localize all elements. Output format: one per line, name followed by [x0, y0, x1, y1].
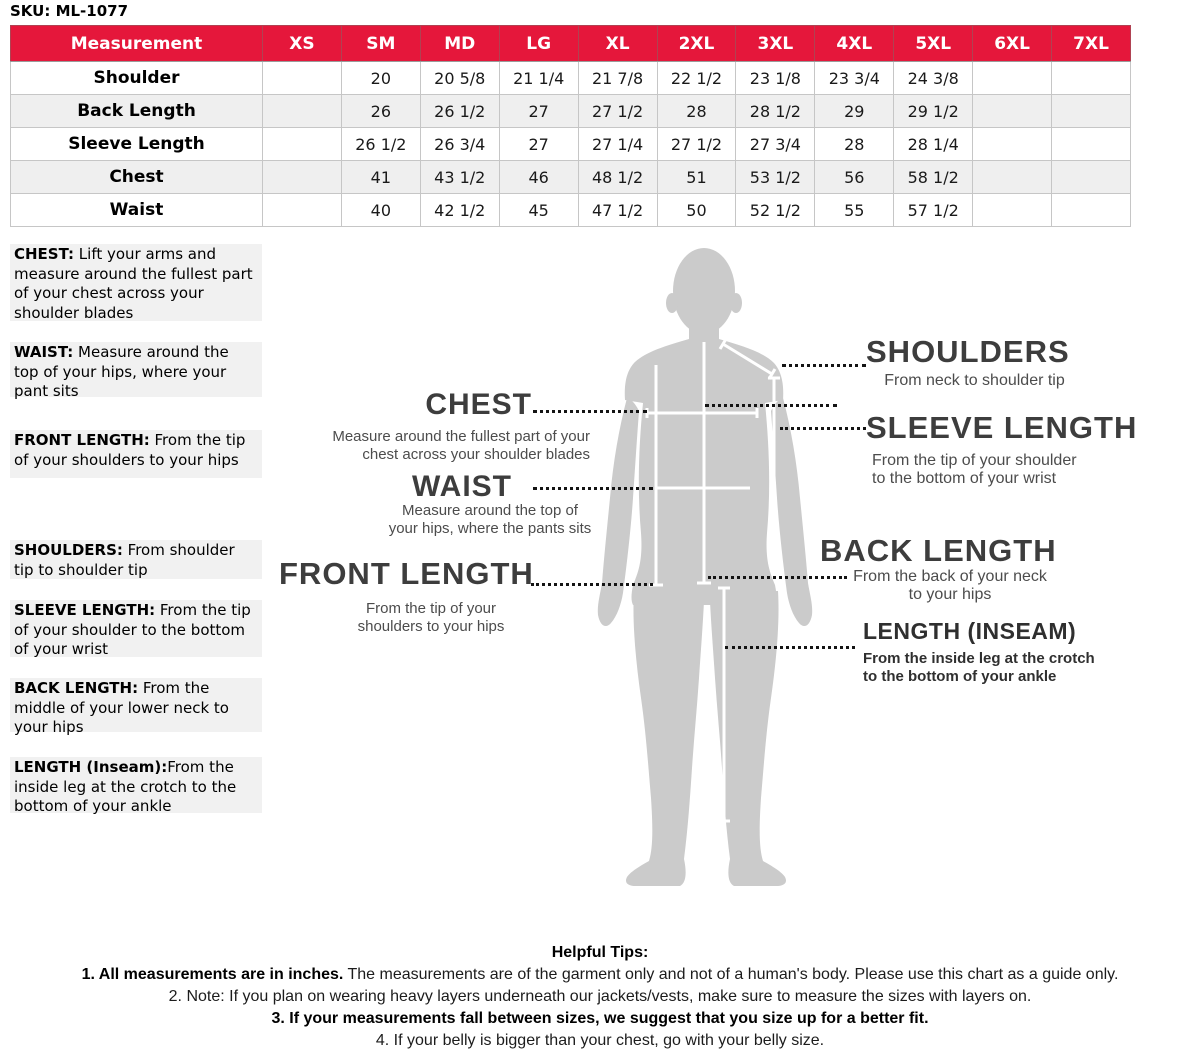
tip-2 [0, 986, 1200, 1008]
tip-text: The measurements are of the garment only and not of a human's body. Please use this chart as a guide only. [343, 966, 1119, 983]
sleeve-length-label: SLEEVE LENGTH [866, 410, 1138, 445]
definition-sleeve-length [10, 600, 262, 657]
size-value-cell: 29 [815, 95, 894, 128]
size-value-cell: 28 1/4 [894, 128, 973, 161]
size-value-cell [263, 161, 342, 194]
size-value-cell: 45 [499, 194, 578, 227]
size-value-cell: 56 [815, 161, 894, 194]
column-header-5xl: 5XL [894, 26, 973, 62]
size-value-cell: 57 1/2 [894, 194, 973, 227]
size-value-cell: 48 1/2 [578, 161, 657, 194]
front-length-caption [331, 600, 531, 636]
size-value-cell: 55 [815, 194, 894, 227]
body-silhouette-figure [553, 243, 853, 888]
size-value-cell: 52 1/2 [736, 194, 815, 227]
definition-term: FRONT LENGTH: [14, 431, 150, 449]
size-table-header-row [11, 26, 1131, 62]
back-length-caption [845, 568, 1055, 604]
size-value-cell: 27 1/2 [578, 95, 657, 128]
sku-label: SKU: ML-1077 [10, 2, 129, 20]
back-length-label: BACK LENGTH [820, 533, 1057, 568]
table-row-shoulder [11, 62, 1131, 95]
caption-line: From the tip of your shoulder [872, 452, 1077, 469]
row-label: Chest [11, 161, 263, 194]
length-inseam-label: LENGTH (INSEAM) [863, 618, 1077, 644]
column-header-xl: XL [578, 26, 657, 62]
helpful-tips [0, 942, 1200, 1052]
row-label: Sleeve Length [11, 128, 263, 161]
size-value-cell: 24 3/8 [894, 62, 973, 95]
column-header-sm: SM [341, 26, 420, 62]
definition-text: From the middle of your lower neck to your hips [14, 679, 229, 736]
caption-line: to your hips [908, 586, 992, 603]
definition-term: BACK LENGTH: [14, 679, 139, 697]
row-label: Back Length [11, 95, 263, 128]
size-value-cell: 50 [657, 194, 736, 227]
size-value-cell: 27 1/4 [578, 128, 657, 161]
definition-term: SLEEVE LENGTH: [14, 601, 156, 619]
tip-bold: 1. All measurements are in inches. [81, 966, 344, 983]
caption-line: From neck to shoulder tip [884, 372, 1065, 389]
table-row-back-length [11, 95, 1131, 128]
definition-text: From the tip of your shoulders to your hips [14, 431, 246, 469]
size-value-cell: 58 1/2 [894, 161, 973, 194]
size-value-cell: 27 [499, 95, 578, 128]
size-value-cell: 42 1/2 [420, 194, 499, 227]
size-value-cell: 28 [657, 95, 736, 128]
size-chart-table [10, 25, 1131, 227]
row-label: Waist [11, 194, 263, 227]
caption-line: chest across your shoulder blades [362, 446, 590, 463]
size-value-cell [1052, 62, 1131, 95]
tip-4 [0, 1030, 1200, 1052]
caption-line: Measure around the fullest part of your [332, 428, 590, 445]
caption-line: From the back of your neck [853, 568, 1047, 585]
size-value-cell [1052, 161, 1131, 194]
size-value-cell [263, 95, 342, 128]
definition-back-length [10, 678, 262, 736]
column-header-md: MD [420, 26, 499, 62]
column-header-lg: LG [499, 26, 578, 62]
size-value-cell: 41 [341, 161, 420, 194]
column-header-measurement: Measurement [11, 26, 263, 62]
column-header-3xl: 3XL [736, 26, 815, 62]
chest-caption [300, 428, 590, 464]
table-row-sleeve-length [11, 128, 1131, 161]
size-value-cell [263, 194, 342, 227]
row-label: Shoulder [11, 62, 263, 95]
size-value-cell: 28 [815, 128, 894, 161]
size-value-cell: 26 1/2 [341, 128, 420, 161]
definition-front-length [10, 430, 262, 478]
definition-text: Lift your arms and measure around the fullest part of your chest across your shoulder blades [14, 245, 253, 322]
definition-chest [10, 244, 262, 321]
front-length-leader-line [531, 583, 653, 586]
tip-bold: 3. If your measurements fall between sizes, we suggest that you size up for a better fit. [271, 1010, 929, 1027]
tip-text: 2. Note: If you plan on wearing heavy layers underneath our jackets/vests, make sure to measure the sizes with layers on. [168, 988, 1032, 1005]
sleeve-length-leader-line [780, 427, 866, 430]
size-value-cell: 26 1/2 [420, 95, 499, 128]
definition-term: SHOULDERS: [14, 541, 123, 559]
table-row-chest [11, 161, 1131, 194]
definition-text: From the inside leg at the crotch to the bottom of your ankle [14, 758, 237, 815]
waist-label: WAIST [412, 470, 512, 503]
tips-title: Helpful Tips: [551, 944, 649, 961]
caption-line: your hips, where the pants sits [388, 520, 592, 537]
waist-leader-line [533, 487, 653, 490]
size-value-cell [263, 128, 342, 161]
shoulders-label: SHOULDERS [866, 334, 1070, 369]
size-table-body [11, 62, 1131, 227]
inseam-leader-line [725, 646, 855, 649]
definition-term: LENGTH (Inseam): [14, 758, 168, 776]
caption-line: to the bottom of your wrist [872, 470, 1057, 487]
shoulders-caption [872, 372, 1077, 390]
definition-length-inseam [10, 757, 262, 813]
size-value-cell [973, 95, 1052, 128]
size-value-cell: 29 1/2 [894, 95, 973, 128]
size-value-cell: 53 1/2 [736, 161, 815, 194]
size-value-cell [263, 62, 342, 95]
length-inseam-caption [863, 650, 1095, 685]
definition-text: From shoulder tip to shoulder tip [14, 541, 235, 579]
size-value-cell: 21 1/4 [499, 62, 578, 95]
size-value-cell: 26 [341, 95, 420, 128]
back-length-leader-line [708, 576, 847, 579]
size-value-cell [973, 62, 1052, 95]
front-length-label: FRONT LENGTH [279, 556, 534, 591]
size-value-cell: 40 [341, 194, 420, 227]
definition-term: WAIST: [14, 343, 74, 361]
size-value-cell: 27 1/2 [657, 128, 736, 161]
size-value-cell: 28 1/2 [736, 95, 815, 128]
tip-1 [0, 964, 1200, 986]
table-row-waist [11, 194, 1131, 227]
caption-line: shoulders to your hips [357, 618, 505, 635]
size-value-cell: 21 7/8 [578, 62, 657, 95]
size-value-cell: 51 [657, 161, 736, 194]
size-value-cell: 27 [499, 128, 578, 161]
size-value-cell: 47 1/2 [578, 194, 657, 227]
size-value-cell [973, 161, 1052, 194]
size-value-cell [973, 128, 1052, 161]
waist-caption [345, 502, 635, 538]
column-header-xs: XS [263, 26, 342, 62]
chest-back-leader-line [705, 404, 837, 407]
size-value-cell: 26 3/4 [420, 128, 499, 161]
size-value-cell: 20 5/8 [420, 62, 499, 95]
shoulders-leader-line [782, 364, 866, 367]
caption-line: From the tip of your [365, 600, 497, 617]
size-value-cell [1052, 194, 1131, 227]
size-value-cell: 22 1/2 [657, 62, 736, 95]
tip-3 [0, 1008, 1200, 1030]
size-value-cell: 43 1/2 [420, 161, 499, 194]
size-value-cell: 46 [499, 161, 578, 194]
chest-leader-line [533, 410, 647, 413]
size-value-cell: 27 3/4 [736, 128, 815, 161]
definition-waist [10, 342, 262, 400]
definition-text: From the tip of your shoulder to the bottom of your wrist [14, 601, 251, 658]
definition-term: CHEST: [14, 245, 75, 263]
sleeve-length-caption [872, 452, 1077, 488]
size-value-cell [1052, 128, 1131, 161]
caption-line: to the bottom of your ankle [863, 667, 1057, 685]
size-value-cell: 23 3/4 [815, 62, 894, 95]
size-value-cell [1052, 95, 1131, 128]
column-header-6xl: 6XL [973, 26, 1052, 62]
definition-text: Measure around the top of your hips, where your pant sits [14, 343, 229, 400]
chest-label: CHEST [425, 388, 532, 421]
column-header-4xl: 4XL [815, 26, 894, 62]
size-value-cell: 23 1/8 [736, 62, 815, 95]
tip-text: 4. If your belly is bigger than your chest, go with your belly size. [375, 1032, 825, 1049]
size-value-cell [973, 194, 1052, 227]
definition-shoulders [10, 540, 262, 579]
size-value-cell: 20 [341, 62, 420, 95]
column-header-2xl: 2XL [657, 26, 736, 62]
caption-line: Measure around the top of [402, 502, 578, 519]
column-header-7xl: 7XL [1052, 26, 1131, 62]
caption-line: From the inside leg at the crotch [863, 650, 1095, 667]
